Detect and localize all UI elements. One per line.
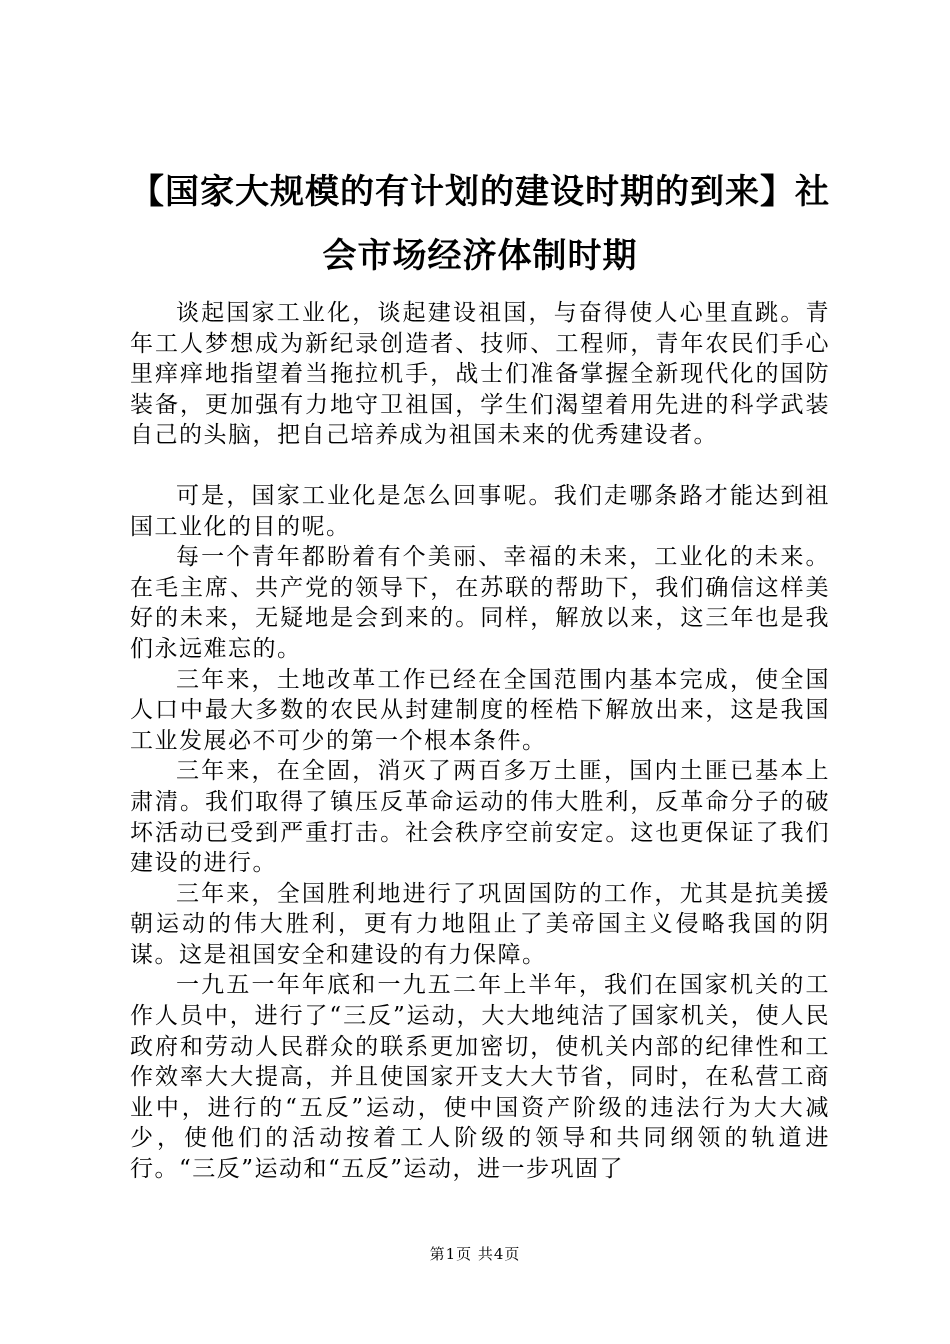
paragraph: 三年来，全国胜利地进行了巩固国防的工作，尤其是抗美援朝运动的伟大胜利，更有力地阻止了美帝国主义侵略我国的阴谋。这是祖国安全和建设的有力保障。 <box>130 880 830 968</box>
page-footer: 第1页 共4页 <box>429 1245 521 1263</box>
paragraph: 谈起国家工业化，谈起建设祖国，与奋得使人心里直跳。青年工人梦想成为新纪录创造者、技师、工程师，青年农民们手心里痒痒地指望着当拖拉机手，战士们准备掌握全新现代化的国防装备，更加强有力地守卫祖国，学生们渴望着用先进的科学武装自己的头脑，把自己培养成为祖国未来的优秀建设者。 <box>130 300 830 449</box>
paragraph: 可是，国家工业化是怎么回事呢。我们走哪条路才能达到祖国工业化的目的呢。 <box>130 482 830 540</box>
paragraph: 三年来，土地改革工作已经在全国范围内基本完成，使全国人口中最大多数的农民从封建制度的桎梏下解放出来，这是我国工业发展必不可少的第一个根本条件。 <box>130 666 830 754</box>
paragraph: 三年来，在全固，消灭了两百多万土匪，国内土匪已基本上肃清。我们取得了镇压反革命运动的伟大胜利，反革命分子的破坏活动已受到严重打击。社会秩序空前安定。这也更保证了我们建设的进行。 <box>130 758 830 877</box>
document-body <box>130 298 830 1185</box>
paragraph: 每一个青年都盼着有个美丽、幸福的未来，工业化的未来。在毛主席、共产党的领导下，在苏联的帮助下，我们确信这样美好的未来，无疑地是会到来的。同样，解放以来，这三年也是我们永远难忘的。 <box>130 544 830 662</box>
paragraph: 一九五一年年底和一九五二年上半年，我们在国家机关的工作人员中，进行了“三反”运动，大大地纯洁了国家机关，使人民政府和劳动人民群众的联系更加密切，使机关内部的纪律性和工作效率大大提高，并且使国家开支大大节省，同时，在私营工商业中，进行的“五反”运动，使中国资产阶级的违法行为大大减少，使他们的活动按着工人阶级的领导和共同纲领的轨道进行。“三反”运动和“五反”运动，进一步巩固了 <box>130 972 830 1183</box>
document-title: 【国家大规模的有计划的建设时期的到来】社会市场经济体制时期 <box>130 172 830 276</box>
